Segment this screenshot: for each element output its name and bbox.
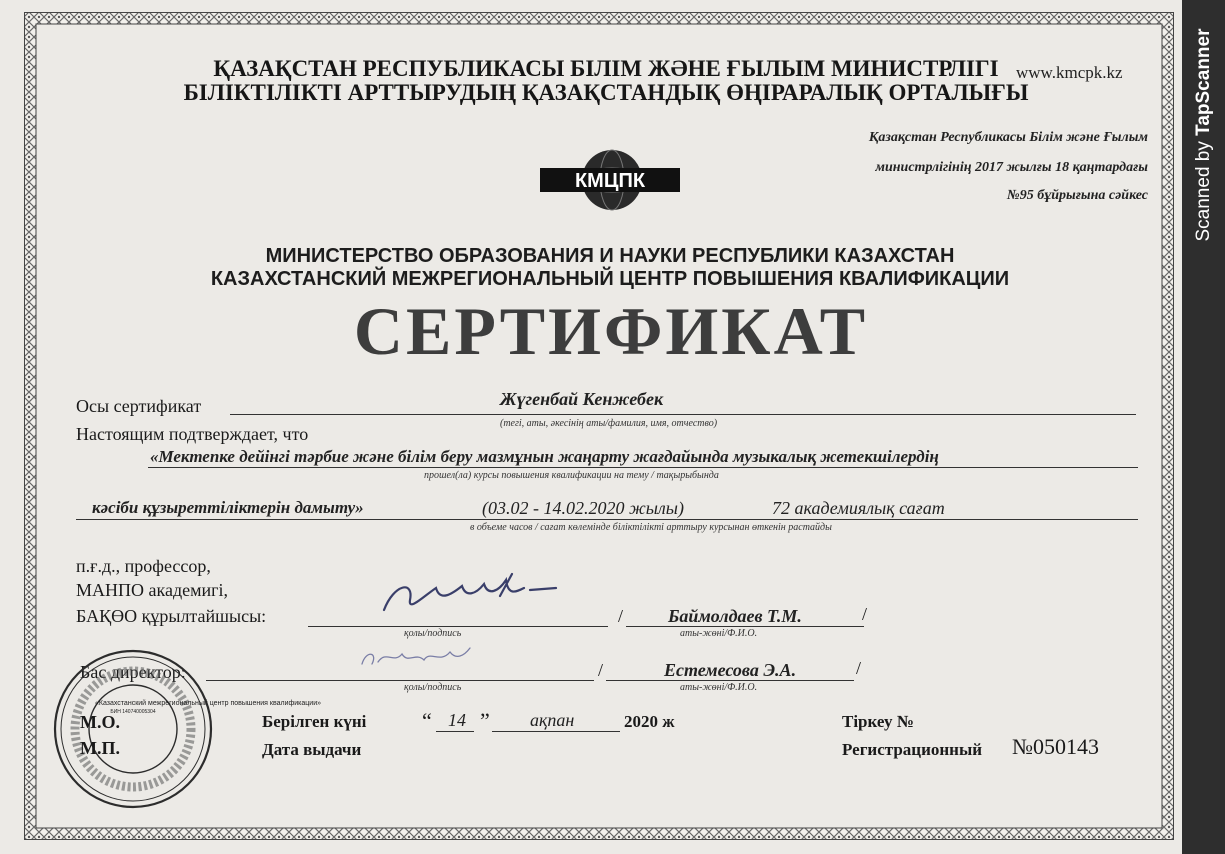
- watermark-prefix: Scanned by: [1193, 135, 1214, 242]
- course-underline-2: [76, 519, 1138, 520]
- header-kz-line1: ҚАЗАҚСТАН РЕСПУБЛИКАСЫ БІЛІМ ЖӘНЕ ҒЫЛЫМ МИНИСТРЛІГІ: [213, 56, 999, 81]
- issued-label-kz: Берілген күні: [262, 712, 367, 731]
- name-hint-1: аты-жөні/Ф.И.О.: [680, 628, 758, 639]
- header-ru-line2: КАЗАХСТАНСКИЙ МЕЖРЕГИОНАЛЬНЫЙ ЦЕНТР ПОВЫШЕНИЯ КВАЛИФИКАЦИИ: [210, 268, 1010, 290]
- course-hours: 72 академиялық сағат: [772, 498, 945, 518]
- quote-open: “: [422, 708, 432, 733]
- founder-signature: [380, 566, 570, 622]
- issued-label-ru: Дата выдачи: [262, 740, 362, 759]
- issue-month: ақпан: [530, 710, 575, 730]
- order-line1: Қазақстан Республикасы Білім және Ғылым: [868, 130, 1148, 145]
- logo-text: КМЦПК: [574, 170, 646, 192]
- course-line2: кәсіби құзыреттіліктерін дамыту»: [92, 498, 364, 517]
- reg-label-ru: Регистрационный: [842, 740, 983, 759]
- mp-ru: М.П.: [80, 738, 120, 758]
- issue-day: 14: [448, 710, 466, 730]
- issue-year: 2020 ж: [624, 712, 675, 731]
- director-name-line: [606, 680, 854, 681]
- course-dates: (03.02 - 14.02.2020 жылы): [482, 498, 684, 518]
- founder-sign-line: [308, 626, 608, 627]
- sign-hint-1: қолы/подпись: [404, 628, 462, 639]
- watermark-brand: TapScanner: [1193, 28, 1214, 136]
- slash-3: /: [598, 660, 604, 680]
- slash-2: /: [862, 604, 868, 624]
- reg-number: №050143: [1012, 734, 1099, 759]
- director-name: Естемесова Э.А.: [664, 660, 797, 680]
- name-underline: [230, 414, 1136, 415]
- course-hint: прошел(ла) курсы повышения квалификации на тему / тақырыбында: [424, 470, 719, 481]
- course-underline-1: [148, 467, 1138, 468]
- header-kz-line2: БІЛІКТІЛІКТІ АРТТЫРУДЫҢ ҚАЗАҚСТАНДЫҚ ӨҢІРАРАЛЫҚ ОРТАЛЫҒЫ: [183, 80, 1029, 105]
- day-underline: [436, 731, 474, 732]
- stamp-text: «Казахстанский межрегиональный центр повышения квалификации»: [95, 700, 321, 707]
- signatory-title-3: БАҚӨО құрылтайшысы:: [76, 606, 267, 626]
- confirm-label: Настоящим подтверждает, что: [76, 424, 309, 444]
- signatory-title-1: п.ғ.д., профессор,: [76, 556, 211, 576]
- name-hint-2: аты-жөні/Ф.И.О.: [680, 682, 758, 693]
- director-label: Бас директор:: [80, 662, 186, 682]
- director-sign-line: [206, 680, 594, 681]
- signatory-title-2: МАНПО академигі,: [76, 580, 229, 600]
- website-url: www.kmcpk.kz: [1016, 63, 1123, 82]
- name-hint: (тегі, аты, әкесінің аты/фамилия, имя, отчество): [500, 418, 718, 429]
- sign-hint-2: қолы/подпись: [404, 682, 462, 693]
- header-ru-line1: МИНИСТЕРСТВО ОБРАЗОВАНИЯ И НАУКИ РЕСПУБЛИКИ КАЗАХСТАН: [265, 245, 955, 267]
- slash-4: /: [856, 658, 862, 678]
- cert-label: Осы сертификат: [76, 396, 202, 416]
- scanner-sidebar: [1182, 0, 1225, 854]
- stamp-bin: БИН 140740005304: [110, 709, 156, 715]
- month-underline: [492, 731, 620, 732]
- director-signature: [356, 640, 476, 676]
- hours-hint: в объеме часов / сағат көлемінде біліктілікті арттыру курсынан өткенін растайды: [470, 522, 832, 533]
- scanner-watermark: [1193, 29, 1215, 242]
- holder-name: Жүгенбай Кенжебек: [500, 389, 664, 409]
- mp-kz: М.О.: [80, 712, 120, 732]
- order-line3: №95 бұйрығына сәйкес: [1006, 188, 1148, 203]
- certificate-title: СЕРТИФИКАТ: [353, 293, 869, 369]
- founder-name-line: [626, 626, 864, 627]
- course-line1: «Мектепке дейінгі тәрбие және білім беру мазмұнын жаңарту жағдайында музыкалық жетекшілердің: [150, 447, 939, 466]
- founder-name: Баймолдаев Т.М.: [668, 606, 802, 626]
- reg-label-kz: Тіркеу №: [842, 712, 914, 731]
- kmcpk-logo: [540, 150, 680, 212]
- slash-1: /: [618, 606, 624, 626]
- quote-close: ”: [480, 708, 490, 733]
- order-line2: министрлігінің 2017 жылғы 18 қаңтардағы: [875, 160, 1148, 175]
